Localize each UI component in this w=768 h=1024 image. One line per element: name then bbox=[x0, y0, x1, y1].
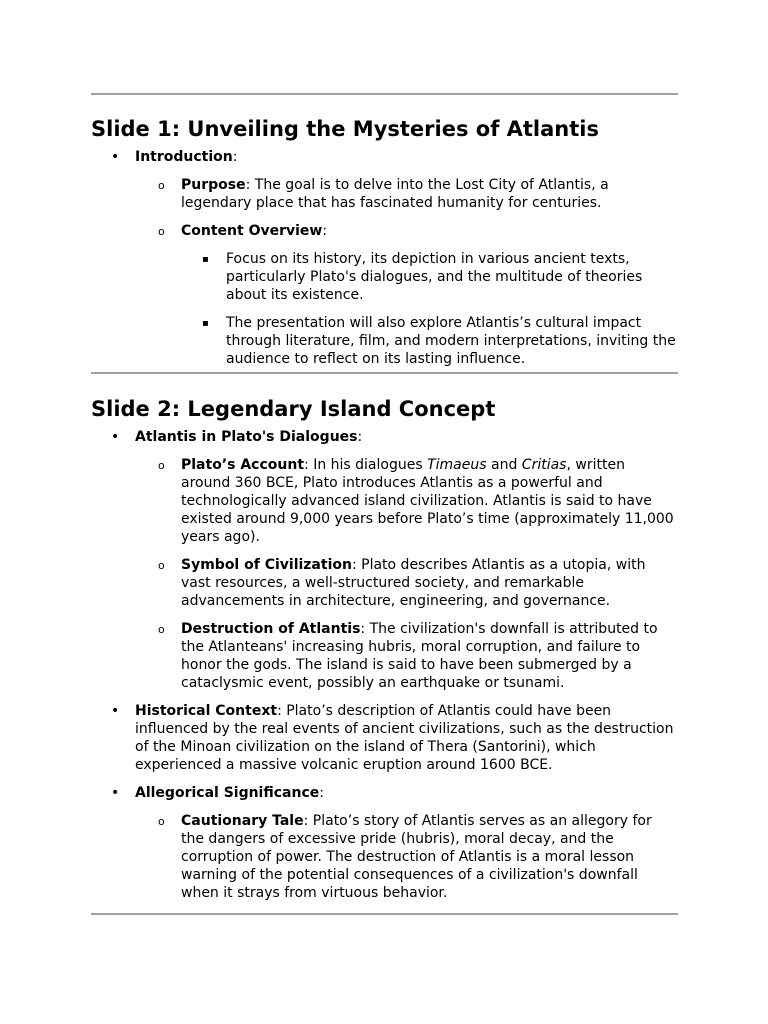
circle-marker: o bbox=[158, 459, 165, 472]
list-item-cautionary-tale bbox=[91, 812, 678, 902]
timaeus-title: Timaeus bbox=[427, 457, 487, 473]
square-marker: ▪ bbox=[202, 318, 209, 329]
bullet-marker: • bbox=[111, 149, 120, 165]
content-overview-sublist bbox=[181, 250, 678, 368]
cautionary-label: Cautionary Tale bbox=[181, 813, 304, 829]
square-marker: ▪ bbox=[202, 254, 209, 265]
document-page bbox=[91, 0, 678, 915]
slide-1-section bbox=[91, 117, 678, 368]
content-overview-label: Content Overview bbox=[181, 223, 323, 239]
list-item-purpose bbox=[91, 176, 678, 212]
circle-marker: o bbox=[158, 559, 165, 572]
slide-1-title: Slide 1: Unveiling the Mysteries of Atlantis bbox=[91, 117, 599, 141]
account-text-b: and bbox=[486, 457, 522, 473]
circle-marker: o bbox=[158, 623, 165, 636]
bullet-marker: • bbox=[111, 429, 120, 445]
account-text-c: , written around 360 BCE, Plato introduces Atlantis as a powerful and technologically advanced island civilization. Atlantis is said to have existed around 9,000 years before Plato’s time (approximately 11,000 years ago). bbox=[181, 457, 674, 545]
circle-marker: o bbox=[158, 815, 165, 828]
dialogues-suffix: : bbox=[357, 429, 363, 445]
introduction-label: Introduction bbox=[135, 149, 233, 165]
slide-1-list bbox=[91, 148, 678, 368]
list-item-content-overview bbox=[91, 222, 678, 368]
circle-marker: o bbox=[158, 179, 165, 192]
list-item-overview-1 bbox=[91, 250, 678, 304]
dialogues-sublist bbox=[135, 456, 678, 692]
list-item-introduction bbox=[91, 148, 678, 368]
bottom-divider bbox=[91, 913, 678, 915]
list-item-allegorical-significance bbox=[91, 784, 678, 902]
historical-text: : Plato’s description of Atlantis could have been influenced by the real events of ancient civilizations, such as the destruction of the Minoan civilization on the island of Thera (Santorini), which experienced a massive volcanic eruption around 1600 BCE. bbox=[135, 703, 674, 773]
critias-title: Critias bbox=[521, 457, 567, 473]
bullet-marker: • bbox=[111, 703, 120, 719]
dialogues-label: Atlantis in Plato's Dialogues bbox=[135, 429, 358, 445]
list-item-overview-2 bbox=[91, 314, 678, 368]
list-item-destruction-of-atlantis bbox=[91, 620, 678, 692]
overview-item-text: The presentation will also explore Atlantis’s cultural impact through literature, film, and modern interpretations, inviting the audience to reflect on its lasting influence. bbox=[226, 315, 676, 367]
purpose-text: : The goal is to delve into the Lost City of Atlantis, a legendary place that has fascinated humanity for centuries. bbox=[181, 177, 609, 211]
slide-2-list bbox=[91, 428, 678, 902]
allegorical-sublist bbox=[135, 812, 678, 902]
slide-divider bbox=[91, 372, 678, 374]
introduction-sublist bbox=[135, 176, 678, 368]
purpose-label: Purpose bbox=[181, 177, 246, 193]
cautionary-text: : Plato’s story of Atlantis serves as an allegory for the dangers of excessive pride (hubris), moral decay, and the corruption of power. The destruction of Atlantis is a moral lesson warning of the potential consequences of a civilization's downfall when it strays from virtuous behavior. bbox=[181, 813, 652, 901]
allegorical-suffix: : bbox=[319, 785, 324, 801]
circle-marker: o bbox=[158, 225, 165, 238]
slide-2-title: Slide 2: Legendary Island Concept bbox=[91, 397, 496, 421]
list-item-symbol-of-civilization bbox=[91, 556, 678, 610]
destruction-label: Destruction of Atlantis bbox=[181, 621, 361, 637]
top-divider bbox=[91, 93, 678, 95]
allegorical-label: Allegorical Significance bbox=[135, 785, 320, 801]
account-text-a: : In his dialogues bbox=[304, 457, 428, 473]
overview-item-text: Focus on its history, its depiction in various ancient texts, particularly Plato's dialogues, and the multitude of theories about its existence. bbox=[226, 251, 643, 303]
list-item-platos-account bbox=[91, 456, 678, 546]
symbol-label: Symbol of Civilization bbox=[181, 557, 352, 573]
introduction-suffix: : bbox=[232, 149, 238, 165]
account-label: Plato’s Account bbox=[181, 457, 305, 473]
slide-2-section bbox=[91, 397, 678, 902]
list-item-platos-dialogues bbox=[91, 428, 678, 692]
bullet-marker: • bbox=[111, 785, 120, 801]
symbol-text: : Plato describes Atlantis as a utopia, with vast resources, a well-structured society, and remarkable advancements in architecture, engineering, and governance. bbox=[181, 557, 646, 609]
destruction-text: : The civilization's downfall is attributed to the Atlanteans' increasing hubris, moral corruption, and failure to honor the gods. The island is said to have been submerged by a cataclysmic event, possibly an earthquake or tsunami. bbox=[181, 621, 658, 691]
historical-label: Historical Context bbox=[135, 703, 278, 719]
content-overview-suffix: : bbox=[322, 223, 328, 239]
list-item-historical-context bbox=[91, 702, 678, 774]
